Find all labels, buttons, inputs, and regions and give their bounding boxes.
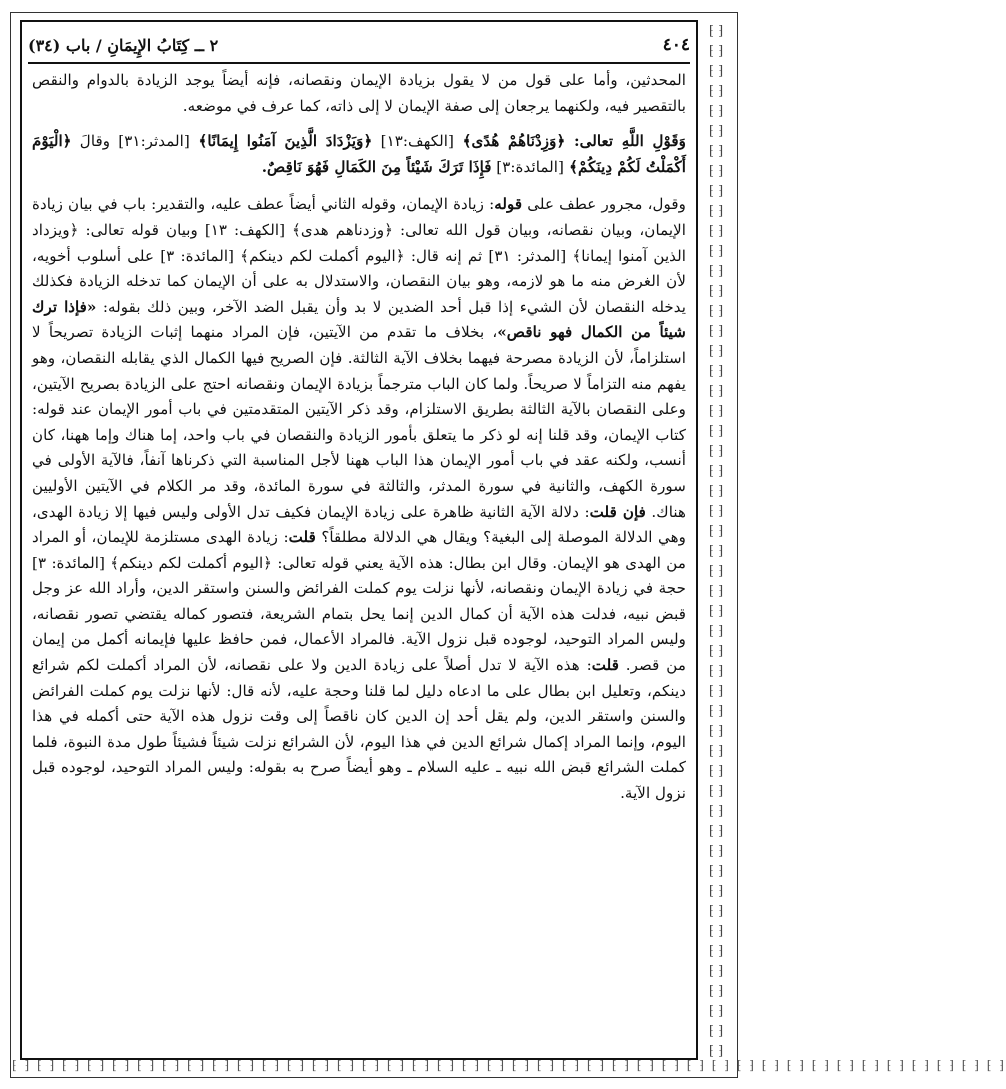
ornament-glyph: ⁅ ⁆: [708, 644, 724, 659]
ornament-glyph: ⁅ ⁆: [708, 864, 724, 879]
paragraph: [32, 192, 686, 806]
paragraph: [32, 68, 686, 119]
ornament-glyph: ⁅ ⁆: [708, 584, 724, 599]
text-run: وقول، مجرور عطف على: [522, 195, 686, 214]
ornament-glyph: ⁅ ⁆: [708, 704, 724, 719]
text-run: : هذه الآية لا تدل أصلاً على زيادة الدين ولا على نقصانه، لأن المراد أكملت لكم شرائع دينكم، وتعليل ابن بطال على ما ادعاه دليل لما قلنا وحجة عليه، لأنه قال: لأنها نزلت يوم كملت الفرائض والسنن واستقر الدين، ولم يقل أحد إن الدين كان ناقصاً إلى وقت نزول هذه الآية حتى أكمله في هذا اليوم، وإنما المراد إكمال شرائع الدين في هذا اليوم، لأن الشرائع نزلت شيئاً فشيئاً طول مدة النبوة، فلما كملت الشرائع قبض الله نبيه ـ عليه السلام ـ وهو أيضاً صرح به بقوله: وليس المراد التوحيد، لوجوده قبل نزول الآية.: [32, 656, 686, 803]
ornament-glyph: ⁅ ⁆: [708, 304, 724, 319]
text-run: المحدثين، وأما على قول من لا يقول بزيادة الإيمان ونقصانه، فإنه أيضاً يوجد الزيادة بالدوام والنقص بالتقصير فيه، ولكنهما يرجعان إلى صفة الإيمان لا إلى ذاته، كما عرف في موضعه.: [32, 71, 686, 115]
document-page: [28, 28, 690, 1052]
ornament-glyph: ⁅ ⁆: [708, 1044, 724, 1059]
ornament-glyph: ⁅ ⁆: [708, 244, 724, 259]
ornament-glyph: ⁅ ⁆: [708, 424, 724, 439]
quran-verse: ﴿الْيَوْمَ أَكْمَلْتُ لَكُمْ دِينَكُمْ﴾: [32, 132, 686, 176]
bold-phrase: «فإذا ترك شيئاً من الكمال فهو ناقص»: [32, 297, 686, 342]
ornament-glyph: ⁅ ⁆: [708, 284, 724, 299]
text-run: : زيادة الهدى مستلزمة للإيمان، أو المراد من الهدى هو الإيمان. وقال ابن بطال: هذه الآية يعني قوله تعالى: ﴿اليوم أكملت لكم دينكم﴾ [المائدة: ٣] حجة في زيادة الإيمان ونقصانه، لأنها نزلت يوم كملت الفرائض والسنن واستقر الدين، وأراد الله عز وجل قبض نبيه، فدلت هذه الآية أن كمال الدين إنما يحل بتمام الشريعة، فتصور كماله يقتضي تصور نقصانه، وليس المراد التوحيد، لوجوده قبل نزول الآية. فالمراد الأعمال، فمن حافظ عليها فإيمانه أكمل من إيمان من قصر.: [32, 528, 686, 675]
ornament-glyph: ⁅ ⁆: [708, 104, 724, 119]
ornament-glyph: ⁅ ⁆: [708, 204, 724, 219]
ornament-glyph: ⁅ ⁆: [708, 524, 724, 539]
ornament-glyph: ⁅ ⁆: [708, 464, 724, 479]
ornament-glyph: ⁅ ⁆: [708, 604, 724, 619]
page-number: ٤٠٤: [662, 35, 690, 55]
bold-phrase: فإن قلت: [589, 502, 646, 521]
ornament-glyph: ⁅ ⁆: [708, 924, 724, 939]
ornament-glyph: ⁅ ⁆: [708, 44, 724, 59]
ornament-glyph: ⁅ ⁆: [708, 684, 724, 699]
bold-phrase: فَإِذَا تَرَكَ شَيْئاً مِنَ الكَمَالِ فَهُوَ نَاقِصٌ.: [261, 157, 492, 176]
ornament-glyph: ⁅ ⁆: [708, 844, 724, 859]
ornament-glyph: ⁅ ⁆: [708, 184, 724, 199]
ornament-border-bottom: ⁅ ⁆ ⁅ ⁆ ⁅ ⁆ ⁅ ⁆ ⁅ ⁆ ⁅ ⁆ ⁅ ⁆ ⁅ ⁆ ⁅ ⁆ ⁅ ⁆ ⁅ ⁆ ⁅ ⁆ ⁅ ⁆ ⁅ ⁆ ⁅ ⁆ ⁅ ⁆ ⁅ ⁆ ⁅ ⁆ ⁅ ⁆ ⁅ ⁆ ⁅ ⁆ ⁅ ⁆ ⁅ ⁆ ⁅ ⁆ ⁅ ⁆ ⁅ ⁆ ⁅ ⁆ ⁅ ⁆ ⁅ ⁆ ⁅ ⁆ ⁅ ⁆ ⁅ ⁆ ⁅ ⁆ ⁅ ⁆ ⁅ ⁆ ⁅ ⁆ ⁅ ⁆ ⁅ ⁆ ⁅ ⁆ ⁅ ⁆: [12, 1058, 1006, 1072]
chapter-title: ٢ ــ كِتَابُ الإِيمَانِ / باب (٣٤): [28, 35, 219, 55]
ornament-glyph: ⁅ ⁆: [708, 624, 724, 639]
ornament-glyph: ⁅ ⁆: [708, 64, 724, 79]
ornament-glyph: ⁅ ⁆: [708, 544, 724, 559]
ornament-glyph: ⁅ ⁆: [708, 264, 724, 279]
ornament-glyph: ⁅ ⁆: [708, 664, 724, 679]
paragraph: [32, 129, 686, 180]
ornament-border-right: [698, 22, 734, 1062]
ornament-glyph: ⁅ ⁆: [708, 404, 724, 419]
ornament-glyph: ⁅ ⁆: [708, 784, 724, 799]
ornament-glyph: ⁅ ⁆: [708, 24, 724, 39]
ornament-glyph: ⁅ ⁆: [708, 1004, 724, 1019]
text-run: ، بخلاف ما تقدم من الآيتين، فإن المراد منهما إثبات الزيادة تصريحاً لا استلزاماً، لأن الزيادة مصرحة فيهما بخلاف الآية الثالثة. فإن الصريح فيها الكمال الذي يقابله النقصان، وهو يفهم منه التزاماً لا صريحاً. ولما كان الباب مترجماً بزيادة الإيمان ونقصانه احتج على الزيادة بصريح الآيتين، وعلى النقصان بالآية الثالثة بطريق الاستلزام، وقد ذكر الآيتين المتقدمتين في باب أمور الإيمان عند قوله: كتاب الإيمان، وقد قلنا إنه لو ذكر ما يتعلق بأمور الزيادة والنقصان في باب واحد، إما هناك وإما ههنا، كان أنسب، ولكنه عقد في باب أمور الإيمان هذا الباب ههنا لأجل المناسبة التي ذكرناها آنفاً، فالآية الأولى في سورة الكهف، والثانية في سورة المدثر، والثالثة في سورة المائدة، وقد مر الكلام في الآيتين الأوليين هناك.: [32, 323, 686, 521]
bold-phrase: قلت: [288, 528, 316, 547]
bold-phrase: قوله: [494, 195, 523, 214]
text-run: : دلالة الآية الثانية ظاهرة على زيادة الإيمان فكيف تدل الأولى وليس فيها إلا زيادة الهدى، وهي الدلالة الموصلة إلى البغية؟ ويقال هي الدلالة مطلقاً؟: [32, 502, 687, 547]
ornament-glyph: ⁅ ⁆: [708, 964, 724, 979]
ornament-glyph: ⁅ ⁆: [708, 444, 724, 459]
ornament-glyph: ⁅ ⁆: [708, 484, 724, 499]
text-run: [الكهف:١٣]: [372, 132, 454, 151]
ornament-glyph: ⁅ ⁆: [708, 324, 724, 339]
ornament-glyph: ⁅ ⁆: [708, 504, 724, 519]
quran-verse: ﴿وَيَزْدَادَ الَّذِينَ آمَنُوا إِيمَانًا﴾: [189, 132, 373, 151]
ornament-glyph: ⁅ ⁆: [708, 904, 724, 919]
ornament-glyph: ⁅ ⁆: [708, 764, 724, 779]
ornament-glyph: ⁅ ⁆: [708, 564, 724, 579]
ornament-glyph: ⁅ ⁆: [708, 824, 724, 839]
ornament-glyph: ⁅ ⁆: [708, 944, 724, 959]
ornament-glyph: ⁅ ⁆: [708, 84, 724, 99]
text-run: : زيادة الإيمان، وقوله الثاني أيضاً عطف عليه، والتقدير: باب في بيان زيادة الإيمان، وبيان نقصانه، وبيان قول الله تعالى: ﴿وزدناهم هدى﴾ [الكهف: ١٣] وبيان قوله تعالى: ﴿ويزداد الذين آمنوا إيمانا﴾ [المدثر: ٣١] ثم إنه قال: ﴿اليوم أكملت لكم دينكم﴾ [المائدة: ٣] على أسلوب أخويه، لأن الغرض منه ما هو لازمه، وهو بيان النقصان، والاستدلال به على أن الإيمان كما تدخله الزيادة فكذلك يدخله النقصان لأن الشيء إذا قبل أحد الضدين لا بد وأن يقبل الضد الآخر، وبين ذلك بقوله:: [32, 195, 686, 316]
ornament-glyph: ⁅ ⁆: [708, 804, 724, 819]
ornament-glyph: ⁅ ⁆: [708, 144, 724, 159]
ornament-glyph: ⁅ ⁆: [708, 164, 724, 179]
running-header: [28, 28, 690, 64]
ornament-glyph: ⁅ ⁆: [708, 984, 724, 999]
ornament-glyph: ⁅ ⁆: [708, 224, 724, 239]
ornament-glyph: ⁅ ⁆: [708, 724, 724, 739]
quran-verse: ﴿وَزِدْنَاهُمْ هُدًى﴾: [453, 132, 566, 151]
body-text: [32, 68, 686, 807]
ornament-glyph: ⁅ ⁆: [708, 884, 724, 899]
bold-phrase: قلت: [591, 656, 619, 675]
bold-phrase: وَقَوْلِ اللَّهِ تعالى:: [565, 132, 686, 151]
ornament-glyph: ⁅ ⁆: [708, 364, 724, 379]
ornament-glyph: ⁅ ⁆: [708, 344, 724, 359]
text-run: [المدثر:٣١] وقالَ: [71, 132, 190, 151]
ornament-glyph: ⁅ ⁆: [708, 1024, 724, 1039]
ornament-glyph: ⁅ ⁆: [708, 124, 724, 139]
ornament-glyph: ⁅ ⁆: [708, 744, 724, 759]
ornament-glyph: ⁅ ⁆: [708, 384, 724, 399]
text-run: [المائدة:٣]: [491, 157, 564, 176]
